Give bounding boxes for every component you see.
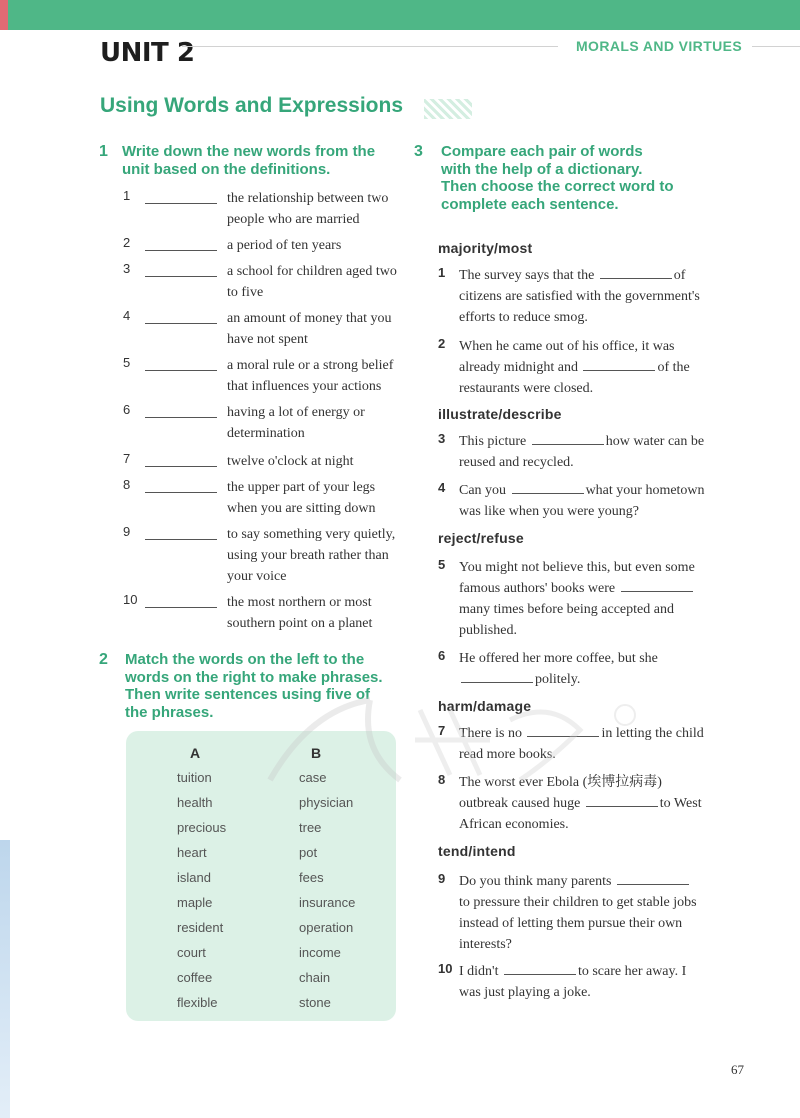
sentence-line: [459, 557, 737, 578]
sentence-number: 6: [438, 648, 446, 663]
answer-blank[interactable]: [145, 492, 217, 493]
sentence-line: [459, 934, 737, 955]
sentence-fragment: was like when you were young?: [459, 504, 640, 519]
definition-text: [227, 261, 405, 303]
answer-blank[interactable]: [583, 357, 655, 371]
answer-blank[interactable]: [145, 607, 217, 608]
sentence-fragment: was just playing a joke.: [459, 985, 591, 1000]
sentence-number: 1: [438, 265, 446, 280]
definition-row: [123, 524, 408, 584]
column-b-word: chain: [299, 970, 331, 985]
definition-line: a moral rule or a strong belief: [227, 358, 394, 373]
sentence-fragment: many times before being accepted and: [459, 602, 674, 617]
instruction-line: words on the right to make phrases.: [125, 668, 383, 686]
section-title: MORALS AND VIRTUES: [576, 38, 743, 54]
definition-text: [227, 235, 405, 256]
sentence-item: [438, 265, 738, 325]
sentence-fragment: citizens are satisfied with the government's: [459, 289, 700, 304]
answer-blank[interactable]: [527, 723, 599, 737]
sentence-line: [459, 501, 737, 522]
item-number: 7: [123, 451, 131, 466]
header-rule-right: [752, 46, 800, 47]
definition-line: having a lot of energy or: [227, 405, 365, 420]
definition-text: [227, 402, 405, 444]
instruction-line: Match the words on the left to the: [125, 651, 365, 668]
page-number: 67: [731, 1062, 744, 1077]
sentence-line: [459, 913, 737, 934]
sentence-line: [459, 793, 737, 814]
answer-blank[interactable]: [145, 370, 217, 371]
column-a-word: heart: [177, 845, 207, 860]
sentence-line: [459, 814, 737, 835]
sentence-line: [459, 871, 737, 892]
word-pair-heading: majority/most: [438, 240, 533, 256]
sentence-fragment: famous authors' books were: [459, 581, 619, 596]
sentence-fragment: what your hometown: [585, 483, 705, 498]
sentence-item: [438, 557, 738, 638]
sentence-line: [459, 669, 737, 690]
answer-blank[interactable]: [600, 265, 672, 279]
sentence-fragment: how water can be: [605, 434, 705, 449]
sentence-fragment: I didn't: [459, 964, 502, 979]
sentence-fragment: instead of letting them pursue their own: [459, 916, 683, 931]
sentence-fragment: interests?: [459, 937, 512, 952]
column-b-word: fees: [299, 870, 324, 885]
column-a-word: maple: [177, 895, 213, 910]
definition-line: determination: [227, 426, 305, 441]
definition-row: [123, 355, 408, 395]
sentence-line: [459, 336, 737, 357]
sentence-fragment: This picture: [459, 434, 530, 449]
definition-text: [227, 355, 405, 397]
sentence-fragment: of: [673, 268, 686, 283]
word-pair-heading: reject/refuse: [438, 530, 524, 546]
column-a-word: coffee: [177, 970, 213, 985]
sentence-item: [438, 480, 738, 524]
answer-blank[interactable]: [145, 203, 217, 204]
instruction-line: Compare each pair of words: [441, 143, 643, 160]
definition-text: [227, 451, 405, 472]
item-number: 5: [123, 355, 131, 370]
sentence-fragment: Do you think many parents: [459, 874, 615, 889]
sentence-fragment: of the: [657, 360, 690, 375]
sentence-fragment: efforts to reduce smog.: [459, 310, 588, 325]
definition-line: twelve o'clock at night: [227, 454, 354, 469]
answer-blank[interactable]: [145, 417, 217, 418]
definition-row: [123, 592, 408, 632]
sentence-line: [459, 431, 737, 452]
sentence-number: 7: [438, 723, 446, 738]
sentence-line: [459, 982, 737, 1003]
sentence-number: 2: [438, 336, 446, 351]
answer-blank[interactable]: [532, 431, 604, 445]
definition-line: have not spent: [227, 332, 308, 347]
answer-blank[interactable]: [145, 466, 217, 467]
column-b-word: case: [299, 770, 327, 785]
definition-line: the most northern or most: [227, 595, 372, 610]
sentence-text: [459, 772, 737, 835]
answer-blank[interactable]: [145, 250, 217, 251]
sentence-line: [459, 480, 737, 501]
sentence-line: [459, 648, 737, 669]
definition-line: to five: [227, 285, 264, 300]
definition-text: [227, 308, 405, 350]
top-accent-strip: [0, 0, 8, 30]
page-edge-decoration: [0, 840, 10, 1118]
item-number: 4: [123, 308, 131, 323]
answer-blank[interactable]: [617, 871, 689, 885]
page-heading: Using Words and Expressions: [100, 94, 404, 117]
sentence-line: [459, 286, 737, 307]
column-b-word: stone: [299, 995, 331, 1010]
sentence-fragment: outbreak caused huge: [459, 796, 584, 811]
unit-title: UNIT 2: [100, 38, 195, 68]
sentence-line: [459, 620, 737, 641]
sentence-fragment: to pressure their children to get stable jobs: [459, 895, 697, 910]
instruction-line: Then choose the correct word to: [441, 178, 674, 195]
instruction-line: unit based on the definitions.: [122, 160, 331, 178]
answer-blank[interactable]: [512, 480, 584, 494]
definition-line: that influences your actions: [227, 379, 382, 394]
definition-text: [227, 188, 405, 230]
sentence-fragment: published.: [459, 623, 517, 638]
heading-pattern-decoration: [424, 99, 472, 119]
sentence-item: [438, 336, 738, 396]
instruction-line: with the help of a dictionary.: [441, 160, 643, 178]
definition-line: people who are married: [227, 212, 360, 227]
column-b-word: income: [299, 945, 341, 960]
sentence-fragment: The worst ever Ebola (埃博拉病毒): [459, 775, 662, 790]
answer-blank[interactable]: [621, 578, 693, 592]
sentence-item: [438, 871, 738, 952]
sentence-number: 4: [438, 480, 446, 495]
column-b-heading: B: [311, 745, 322, 761]
exercise-3-instructions: [441, 143, 674, 213]
definition-line: an amount of money that you: [227, 311, 392, 326]
sentence-fragment: politely.: [535, 672, 581, 687]
sentence-text: [459, 431, 737, 473]
sentence-line: [459, 578, 737, 599]
sentence-item: [438, 723, 738, 767]
column-a-word: flexible: [177, 995, 218, 1010]
sentence-text: [459, 336, 737, 399]
sentence-fragment: Can you: [459, 483, 510, 498]
sentence-fragment: to scare her away. I: [577, 964, 687, 979]
definition-line: when you are sitting down: [227, 501, 376, 516]
sentence-item: [438, 431, 738, 475]
column-b-word: pot: [299, 845, 318, 860]
sentence-line: [459, 723, 737, 744]
word-pair-heading: harm/damage: [438, 698, 532, 714]
exercise-2-instructions: [125, 651, 383, 721]
definition-line: using your breath rather than: [227, 548, 389, 563]
sentence-fragment: to West: [659, 796, 702, 811]
answer-blank[interactable]: [461, 669, 533, 683]
sentence-fragment: already midnight and: [459, 360, 582, 375]
word-match-box: [126, 731, 396, 1021]
answer-blank[interactable]: [145, 539, 217, 540]
word-pair-heading: tend/intend: [438, 843, 516, 859]
sentence-line: [459, 892, 737, 913]
sentence-line: [459, 961, 737, 982]
definition-line: a period of ten years: [227, 238, 342, 253]
column-b-word: operation: [299, 920, 354, 935]
item-number: 9: [123, 524, 131, 539]
sentence-line: [459, 772, 737, 793]
sentence-line: [459, 744, 737, 765]
column-b-word: insurance: [299, 895, 356, 910]
item-number: 10: [123, 592, 138, 607]
item-number: 2: [123, 235, 131, 250]
definition-text: [227, 524, 405, 587]
answer-blank[interactable]: [504, 961, 576, 975]
sentence-fragment: There is no: [459, 726, 526, 741]
sentence-text: [459, 557, 737, 641]
word-pair-heading: illustrate/describe: [438, 406, 562, 422]
sentence-text: [459, 648, 737, 690]
instruction-line: the phrases.: [125, 703, 214, 721]
sentence-number: 10: [438, 961, 453, 976]
column-b-word: tree: [299, 820, 322, 835]
exercise-3-number: 3: [414, 143, 423, 160]
definition-row: [123, 477, 408, 517]
sentence-number: 3: [438, 431, 446, 446]
column-a-word: court: [177, 945, 206, 960]
answer-blank[interactable]: [586, 793, 658, 807]
item-number: 1: [123, 188, 131, 203]
exercise-2-number: 2: [99, 651, 108, 668]
definition-line: your voice: [227, 569, 287, 584]
item-number: 6: [123, 402, 131, 417]
answer-blank[interactable]: [145, 323, 217, 324]
definition-row: [123, 402, 408, 442]
sentence-text: [459, 871, 737, 955]
sentence-text: [459, 480, 737, 522]
header-rule: [182, 46, 558, 47]
sentence-text: [459, 961, 737, 1003]
column-a-heading: A: [190, 745, 201, 761]
definition-line: the upper part of your legs: [227, 480, 376, 495]
sentence-fragment: restaurants were closed.: [459, 381, 594, 396]
item-number: 3: [123, 261, 131, 276]
column-a-word: precious: [177, 820, 227, 835]
definition-text: [227, 592, 405, 634]
sentence-fragment: read more books.: [459, 747, 556, 762]
sentence-line: [459, 307, 737, 328]
column-a-word: health: [177, 795, 213, 810]
definition-line: southern point on a planet: [227, 616, 373, 631]
definition-row: [123, 308, 408, 348]
item-number: 8: [123, 477, 131, 492]
definition-row: [123, 261, 408, 301]
definition-text: [227, 477, 405, 519]
definition-line: the relationship between two: [227, 191, 389, 206]
column-a-word: tuition: [177, 770, 212, 785]
definition-line: to say something very quietly,: [227, 527, 396, 542]
exercise-1-number: 1: [99, 143, 108, 160]
sentence-text: [459, 265, 737, 328]
sentence-line: [459, 452, 737, 473]
sentence-fragment: The survey says that the: [459, 268, 598, 283]
answer-blank[interactable]: [145, 276, 217, 277]
column-b-word: physician: [299, 795, 354, 810]
sentence-line: [459, 378, 737, 399]
exercise-1-instructions: [122, 143, 375, 178]
column-a-word: resident: [177, 920, 224, 935]
sentence-line: [459, 599, 737, 620]
sentence-item: [438, 961, 738, 1005]
instruction-line: Write down the new words from the: [122, 143, 376, 160]
sentence-item: [438, 648, 738, 692]
sentence-text: [459, 723, 737, 765]
sentence-number: 8: [438, 772, 446, 787]
sentence-number: 9: [438, 871, 446, 886]
sentence-fragment: African economies.: [459, 817, 569, 832]
definition-row: [123, 188, 408, 228]
sentence-fragment: You might not believe this, but even some: [459, 560, 695, 575]
top-color-bar: [0, 0, 800, 30]
sentence-fragment: When he came out of his office, it was: [459, 339, 675, 354]
definition-line: a school for children aged two: [227, 264, 397, 279]
sentence-line: [459, 265, 737, 286]
sentence-fragment: reused and recycled.: [459, 455, 574, 470]
instruction-line: Then write sentences using five of: [125, 686, 371, 703]
instruction-line: complete each sentence.: [441, 195, 619, 213]
sentence-item: [438, 772, 738, 832]
sentence-fragment: He offered her more coffee, but she: [459, 651, 658, 666]
sentence-fragment: in letting the child: [601, 726, 704, 741]
sentence-number: 5: [438, 557, 446, 572]
sentence-line: [459, 357, 737, 378]
column-a-word: island: [177, 870, 211, 885]
